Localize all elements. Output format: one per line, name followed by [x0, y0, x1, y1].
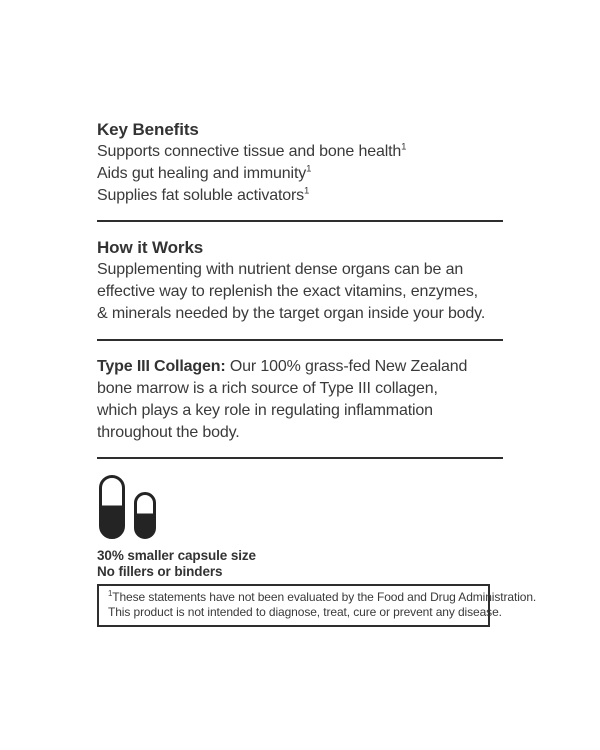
section-divider — [97, 220, 503, 222]
collagen-line-rest: Our 100% grass-fed New Zealand — [225, 358, 468, 375]
footnote-marker: 1 — [401, 141, 407, 153]
capsule-small-icon — [134, 492, 156, 539]
collagen-line: bone marrow is a rich source of Type III collagen, — [97, 380, 438, 397]
footnote-marker: 1 — [304, 185, 310, 197]
section-divider — [97, 339, 503, 341]
footnote-marker: 1 — [306, 163, 312, 175]
capsule-caption-line: 30% smaller capsule size — [97, 548, 256, 563]
disclaimer-line — [108, 589, 537, 605]
capsule-caption — [97, 548, 503, 580]
disclaimer-text: These statements have not been evaluated by the Food and Drug Administration. — [112, 590, 537, 604]
benefit-text: Aids gut healing and immunity — [97, 165, 307, 182]
capsule-icons — [97, 475, 503, 539]
collagen-line — [97, 356, 503, 378]
benefit-text: Supplies fat soluble activators — [97, 187, 305, 204]
how-it-works-line: & minerals needed by the target organ inside your body. — [97, 305, 486, 322]
capsule-large-icon — [99, 475, 125, 539]
key-benefit-item — [97, 163, 503, 185]
footnote-marker: 1 — [108, 589, 113, 598]
capsule-caption-line: No fillers or binders — [97, 564, 223, 579]
key-benefits-heading: Key Benefits — [97, 120, 199, 139]
collagen-line: throughout the body. — [97, 424, 240, 441]
disclaimer-line: This product is not intended to diagnose, treat, cure or prevent any disease. — [108, 605, 502, 619]
content-column — [97, 0, 537, 627]
benefit-text: Supports connective tissue and bone health — [97, 143, 402, 160]
key-benefit-item — [97, 185, 503, 207]
fda-disclaimer-box — [97, 584, 537, 627]
how-it-works-heading: How it Works — [97, 238, 204, 257]
collagen-inline-heading: Type III Collagen: — [97, 358, 226, 375]
how-it-works-line: effective way to replenish the exact vitamins, enzymes, — [97, 283, 478, 300]
section-divider — [97, 457, 503, 459]
collagen-line: which plays a key role in regulating inflammation — [97, 402, 433, 419]
how-it-works-line: Supplementing with nutrient dense organs can be an — [97, 261, 464, 278]
key-benefit-item — [97, 141, 503, 163]
